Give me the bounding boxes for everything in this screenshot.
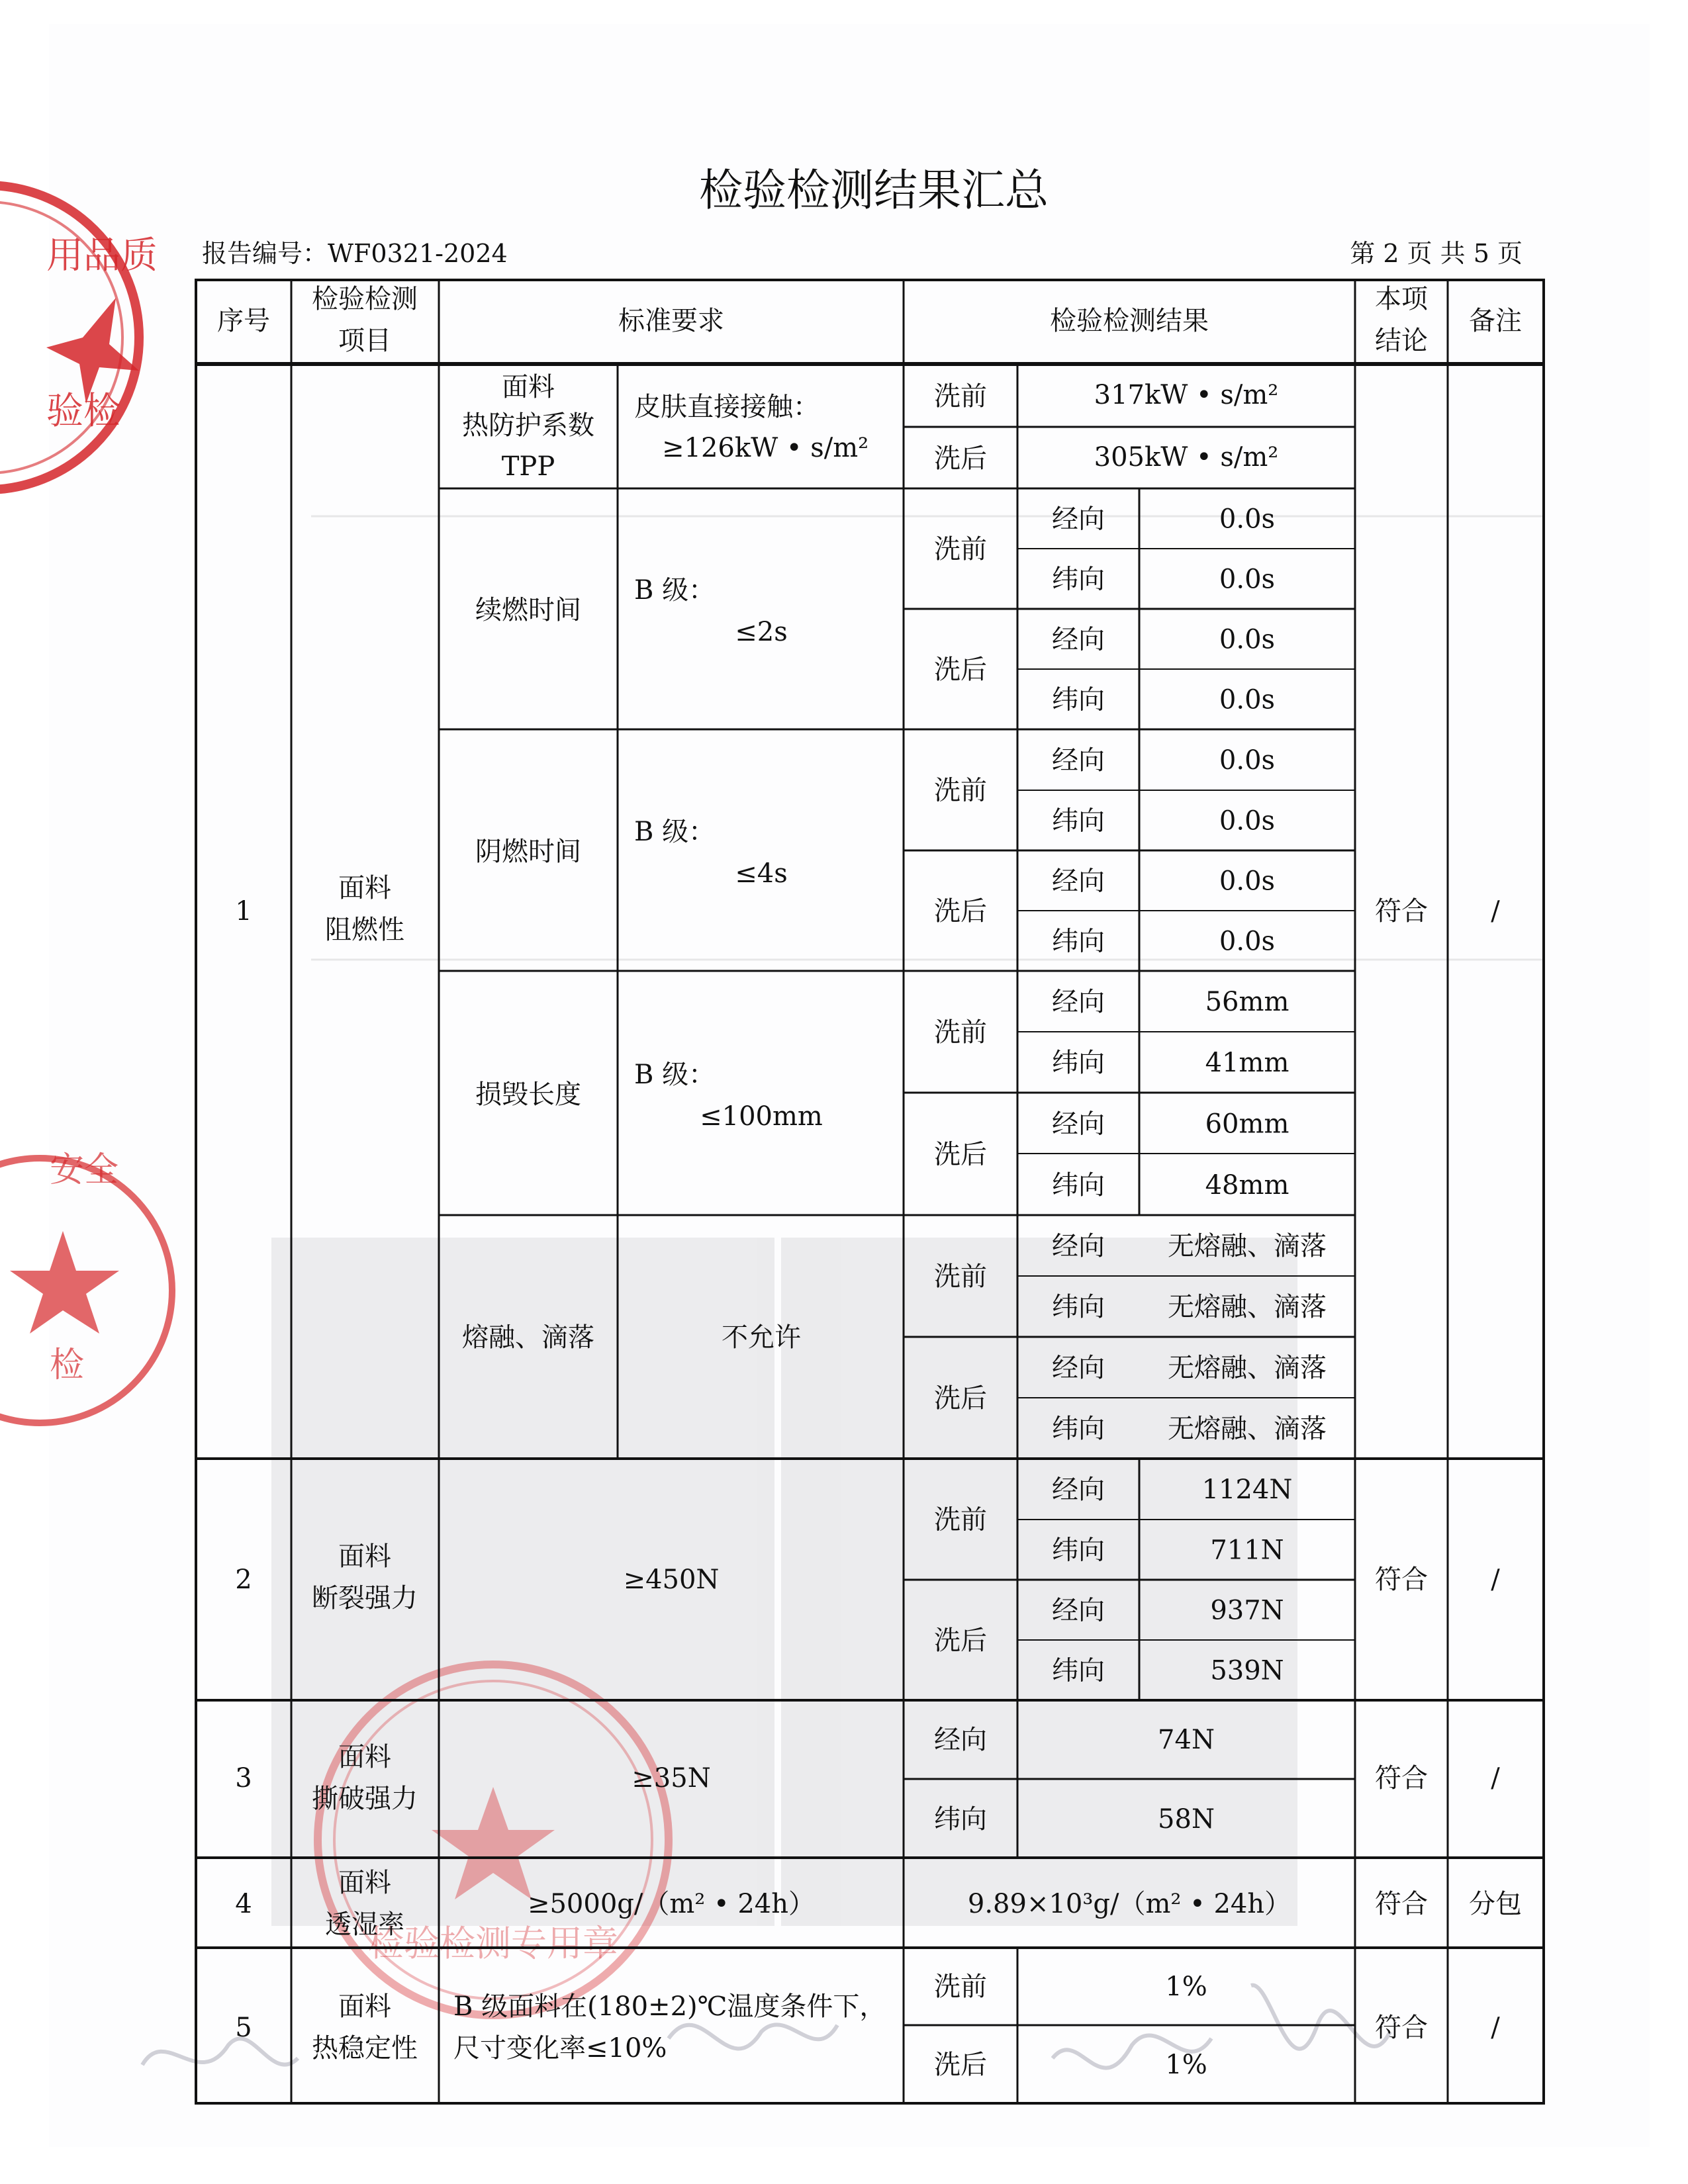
melt_drip-before-warp-label: 经向: [1052, 1231, 1105, 1261]
damaged-length-name: 损毁长度: [475, 1079, 581, 1110]
afterglow-after-weft-value: 0.0s: [1219, 926, 1276, 957]
tpp-after-label: 洗后: [934, 443, 987, 474]
afterflame-before-label: 洗前: [934, 534, 987, 565]
afterflame-before-warp-label: 经向: [1052, 504, 1105, 535]
header-result: 检验检测结果: [1050, 306, 1209, 336]
s4-item-line1: 面料: [338, 1868, 391, 1898]
s5-requirement-line1: B 级面料在(180±2)℃温度条件下，: [453, 1991, 886, 2022]
afterglow-after-weft-label: 纬向: [1052, 926, 1105, 957]
damaged_length-before-warp-label: 经向: [1052, 987, 1105, 1017]
damaged_length-before-weft-value: 41mm: [1205, 1048, 1289, 1078]
s3-item-line1: 面料: [338, 1742, 391, 1772]
damaged_length-after-weft-value: 48mm: [1205, 1169, 1289, 1201]
damaged_length-before-warp-value: 56mm: [1205, 987, 1289, 1017]
afterglow-before-weft-value: 0.0s: [1219, 805, 1276, 837]
afterflame-before-warp-value: 0.0s: [1219, 504, 1276, 535]
section-1-flame-resistance: [235, 372, 1500, 1353]
afterglow-before-warp-value: 0.0s: [1219, 745, 1276, 776]
melt_drip-after-warp-label: 经向: [1052, 1353, 1105, 1383]
s2-before-warp-label: 经向: [1052, 1474, 1105, 1505]
seal-top-left-text-1: 用品质: [46, 234, 158, 277]
afterflame-before-weft-label: 纬向: [1052, 564, 1105, 595]
tpp-name-line1: 面料: [502, 372, 555, 402]
tpp-requirement-line1: 皮肤直接接触：: [634, 392, 820, 422]
s2-after-warp-value: 937N: [1210, 1595, 1284, 1626]
s1-remark: /: [1491, 896, 1500, 927]
s4-requirement: ≥5000g/（m² • 24h）: [527, 1889, 816, 1919]
s1-item-line2: 阻燃性: [325, 915, 404, 945]
melt_drip-after-label: 洗后: [934, 1383, 987, 1414]
melt_drip-before-weft-label: 纬向: [1052, 1292, 1105, 1322]
seal-mid-left: [0, 1150, 172, 1423]
s4-result: 9.89×10³g/（m² • 24h）: [967, 1889, 1291, 1919]
s5-after-value: 1%: [1165, 2050, 1207, 2080]
s2-seq: 2: [235, 1565, 252, 1595]
s5-before-value: 1%: [1165, 1972, 1207, 2002]
s5-after-label: 洗后: [934, 2050, 987, 2080]
seal-bottom-text: 检验检测专用章: [368, 1923, 618, 1964]
afterflame-after-warp-value: 0.0s: [1219, 624, 1276, 655]
s2-before-label: 洗前: [934, 1504, 987, 1535]
afterglow-before-label: 洗前: [934, 775, 987, 806]
tpp-name-line3: TPP: [501, 451, 555, 482]
seal-top-left-text-2: 验检: [46, 390, 120, 433]
header-standard: 标准要求: [618, 306, 724, 336]
tpp-name-line2: 热防护系数: [462, 410, 594, 441]
s3-warp-value: 74N: [1158, 1725, 1215, 1755]
s5-before-label: 洗前: [934, 1972, 987, 2002]
s3-conclusion: 符合: [1375, 1763, 1428, 1794]
damaged_length-after-label: 洗后: [934, 1139, 987, 1170]
page-info: 第 2 页 共 5 页: [1350, 239, 1523, 268]
melt_drip-before-weft-value: 无熔融、滴落: [1168, 1292, 1327, 1322]
s5-remark: /: [1491, 2013, 1500, 2043]
afterflame-before-weft-value: 0.0s: [1219, 564, 1276, 595]
afterglow-before-warp-label: 经向: [1052, 745, 1105, 776]
melt-drip-name: 熔融、滴落: [462, 1322, 594, 1353]
s2-before-weft-value: 711N: [1210, 1535, 1284, 1566]
afterflame-after-weft-label: 纬向: [1052, 684, 1105, 715]
s2-item-line1: 面料: [338, 1541, 391, 1572]
damaged-length-req-line1: B 级：: [634, 1060, 716, 1090]
s2-remark: /: [1491, 1565, 1500, 1595]
afterflame-name: 续燃时间: [475, 595, 581, 625]
afterflame-after-warp-label: 经向: [1052, 624, 1105, 655]
report-number: 报告编号：WF0321-2024: [202, 239, 508, 268]
header-item-line2: 项目: [338, 326, 391, 356]
seal-mid-left-text-2: 检: [50, 1345, 85, 1385]
damaged-length-req-line2: ≤100mm: [700, 1101, 823, 1132]
s2-conclusion: 符合: [1375, 1565, 1428, 1595]
s4-item-line2: 透湿率: [325, 1909, 404, 1940]
afterglow-before-weft-label: 纬向: [1052, 805, 1105, 837]
tpp-requirement-line2: ≥126kW • s/m²: [662, 433, 869, 463]
s2-after-warp-label: 经向: [1052, 1595, 1105, 1626]
header-item-line1: 检验检测: [312, 284, 418, 314]
s2-before-warp-value: 1124N: [1201, 1474, 1293, 1505]
afterglow-after-label: 洗后: [934, 896, 987, 927]
seal-mid-left-text-1: 安全: [50, 1150, 119, 1190]
s4-remark: 分包: [1469, 1889, 1522, 1919]
afterglow-after-warp-value: 0.0s: [1219, 866, 1276, 897]
header-conclusion-line1: 本项: [1375, 284, 1428, 314]
damaged_length-after-warp-value: 60mm: [1205, 1109, 1289, 1140]
header-remark: 备注: [1469, 306, 1522, 336]
s2-after-weft-label: 纬向: [1052, 1655, 1105, 1686]
s2-requirement: ≥450N: [623, 1565, 720, 1595]
afterglow-req-line2: ≤4s: [735, 858, 788, 889]
afterflame-req-line2: ≤2s: [735, 617, 788, 647]
melt-drip-requirement: 不允许: [722, 1322, 801, 1353]
afterflame-after-weft-value: 0.0s: [1219, 684, 1276, 715]
afterglow-name: 阴燃时间: [475, 837, 581, 867]
s3-weft-value: 58N: [1158, 1804, 1215, 1835]
melt_drip-before-label: 洗前: [934, 1261, 987, 1292]
s2-before-weft-label: 纬向: [1052, 1535, 1105, 1566]
s3-warp-label: 经向: [934, 1725, 987, 1755]
header-conclusion-line2: 结论: [1375, 326, 1428, 356]
page-title: 检验检测结果汇总: [699, 165, 1049, 216]
s1-seq: 1: [235, 896, 252, 927]
s5-seq: 5: [235, 2013, 252, 2043]
s1-conclusion: 符合: [1375, 896, 1428, 927]
s5-item-line1: 面料: [338, 1991, 391, 2022]
melt_drip-before-warp-value: 无熔融、滴落: [1168, 1231, 1327, 1261]
table-header: [217, 284, 1522, 356]
s5-conclusion: 符合: [1375, 2013, 1428, 2043]
s5-requirement-line2: 尺寸变化率≤10%: [453, 2033, 667, 2064]
s5-item-line2: 热稳定性: [312, 2033, 418, 2064]
s3-weft-label: 纬向: [934, 1804, 987, 1835]
afterglow-req-line1: B 级：: [634, 817, 716, 847]
header-seq: 序号: [217, 306, 270, 336]
s4-conclusion: 符合: [1375, 1889, 1428, 1919]
damaged_length-before-label: 洗前: [934, 1017, 987, 1048]
s4-seq: 4: [235, 1889, 252, 1919]
s3-seq: 3: [235, 1763, 252, 1794]
tpp-before-value: 317kW • s/m²: [1094, 380, 1279, 410]
s3-item-line2: 撕破强力: [312, 1784, 418, 1814]
damaged_length-after-warp-label: 经向: [1052, 1109, 1105, 1140]
afterglow-after-warp-label: 经向: [1052, 866, 1105, 897]
s2-item-line2: 断裂强力: [312, 1583, 418, 1614]
show-through-ghost: [271, 516, 1542, 1926]
tpp-before-label: 洗前: [934, 381, 987, 412]
damaged_length-before-weft-label: 纬向: [1052, 1048, 1105, 1078]
s2-after-weft-value: 539N: [1210, 1655, 1284, 1686]
tpp-after-value: 305kW • s/m²: [1094, 442, 1279, 473]
melt_drip-after-weft-value: 无熔融、滴落: [1168, 1414, 1327, 1444]
melt_drip-after-weft-label: 纬向: [1052, 1414, 1105, 1444]
afterflame-req-line1: B 级：: [634, 575, 716, 606]
s1-item-line1: 面料: [338, 873, 391, 903]
afterflame-after-label: 洗后: [934, 655, 987, 685]
melt_drip-after-warp-value: 无熔融、滴落: [1168, 1353, 1327, 1383]
s3-remark: /: [1491, 1763, 1500, 1794]
seal-top-left: [0, 185, 158, 490]
damaged_length-after-weft-label: 纬向: [1052, 1169, 1105, 1201]
s3-requirement: ≥35N: [632, 1763, 711, 1794]
s2-after-label: 洗后: [934, 1625, 987, 1656]
